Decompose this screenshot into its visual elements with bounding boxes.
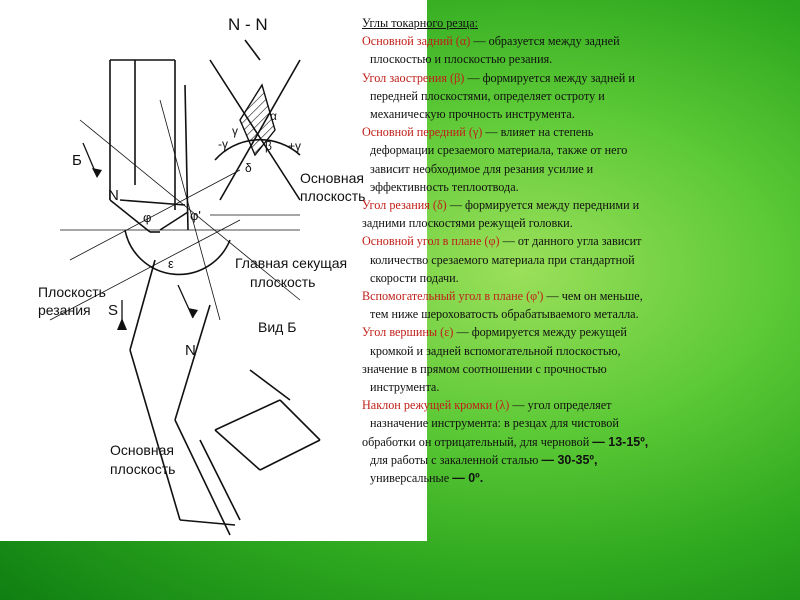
label-alpha: α xyxy=(270,109,277,123)
label-main-plane-bottom-2: плоскость xyxy=(110,461,176,477)
label-view-b: Вид Б xyxy=(258,319,297,335)
label-phi1: φ' xyxy=(190,208,201,223)
label-b: Б xyxy=(72,152,82,169)
label-main-plane-bottom-1: Основная xyxy=(110,442,174,458)
label-plus-gamma: +γ xyxy=(288,139,302,153)
angles-description: Углы токарного резца: Основной задний (α) — образуется между задней плоскостью и плоскостью резания. Угол заострения (β) — формируется между задней и передней плоскостями, определяет остроту и механическую прочность инструмента. Основной передний (γ) — влияет на степень деформации срезаемого материала, также от него зависит необходимое для резания усилие и эффективность теплоотвода. Угол резания (δ) — формируется между передними и задними плоскостями режущей головки. Основной угол в плане (φ) — от данного угла зависит количество срезаемого материала при стандартной скорости подачи. Вспомогательный угол в плане (φ') — чем он меньше, тем ниже шероховатость обрабатываемого металла. Угол вершины (ε) — формируется между режущей кромкой и задней вспомогательной плоскостью, значение в прямом соотношении с прочностью инструмента. Наклон режущей кромки (λ) — угол определяет назначение инструмента: в резцах для чистовой обработки он отрицательный, для черновой — 13-15º, для работы с закаленной сталью — 30-35º, универсальные — 0º. xyxy=(362,14,762,487)
label-cut-plane-2: резания xyxy=(38,302,91,318)
term-lambda: Наклон режущей кромки (λ) xyxy=(362,398,510,413)
label-beta: β xyxy=(265,139,272,153)
label-n-bottom: N xyxy=(185,342,196,359)
label-s: S xyxy=(108,302,119,319)
term-gamma: Основной передний (γ) xyxy=(362,125,483,140)
section-label: N - N xyxy=(228,15,268,34)
term-alpha: Основной задний (α) xyxy=(362,34,471,49)
term-delta: Угол резания (δ) xyxy=(362,198,447,213)
term-beta: Угол заострения (β) xyxy=(362,70,465,85)
heading: Углы токарного резца: xyxy=(362,16,478,30)
label-cut-plane-1: Плоскость xyxy=(38,284,106,300)
term-phi: Основной угол в плане (φ) xyxy=(362,234,500,249)
label-delta: δ xyxy=(245,161,252,175)
label-minus-gamma: -γ xyxy=(218,137,228,151)
term-eps: Угол вершины (ε) xyxy=(362,325,454,340)
label-gamma: γ xyxy=(232,124,238,138)
label-phi: φ xyxy=(143,210,152,225)
label-main-cut-1: Главная секущая xyxy=(235,255,348,271)
label-main-cut-2: плоскость xyxy=(250,274,316,290)
label-main-plane-1: Основная xyxy=(300,170,364,186)
label-main-plane-2: плоскость xyxy=(300,188,366,204)
term-phi1: Вспомогательный угол в плане (φ') xyxy=(362,289,544,304)
label-n-top: N xyxy=(108,187,119,204)
label-eps: ε xyxy=(168,256,174,271)
